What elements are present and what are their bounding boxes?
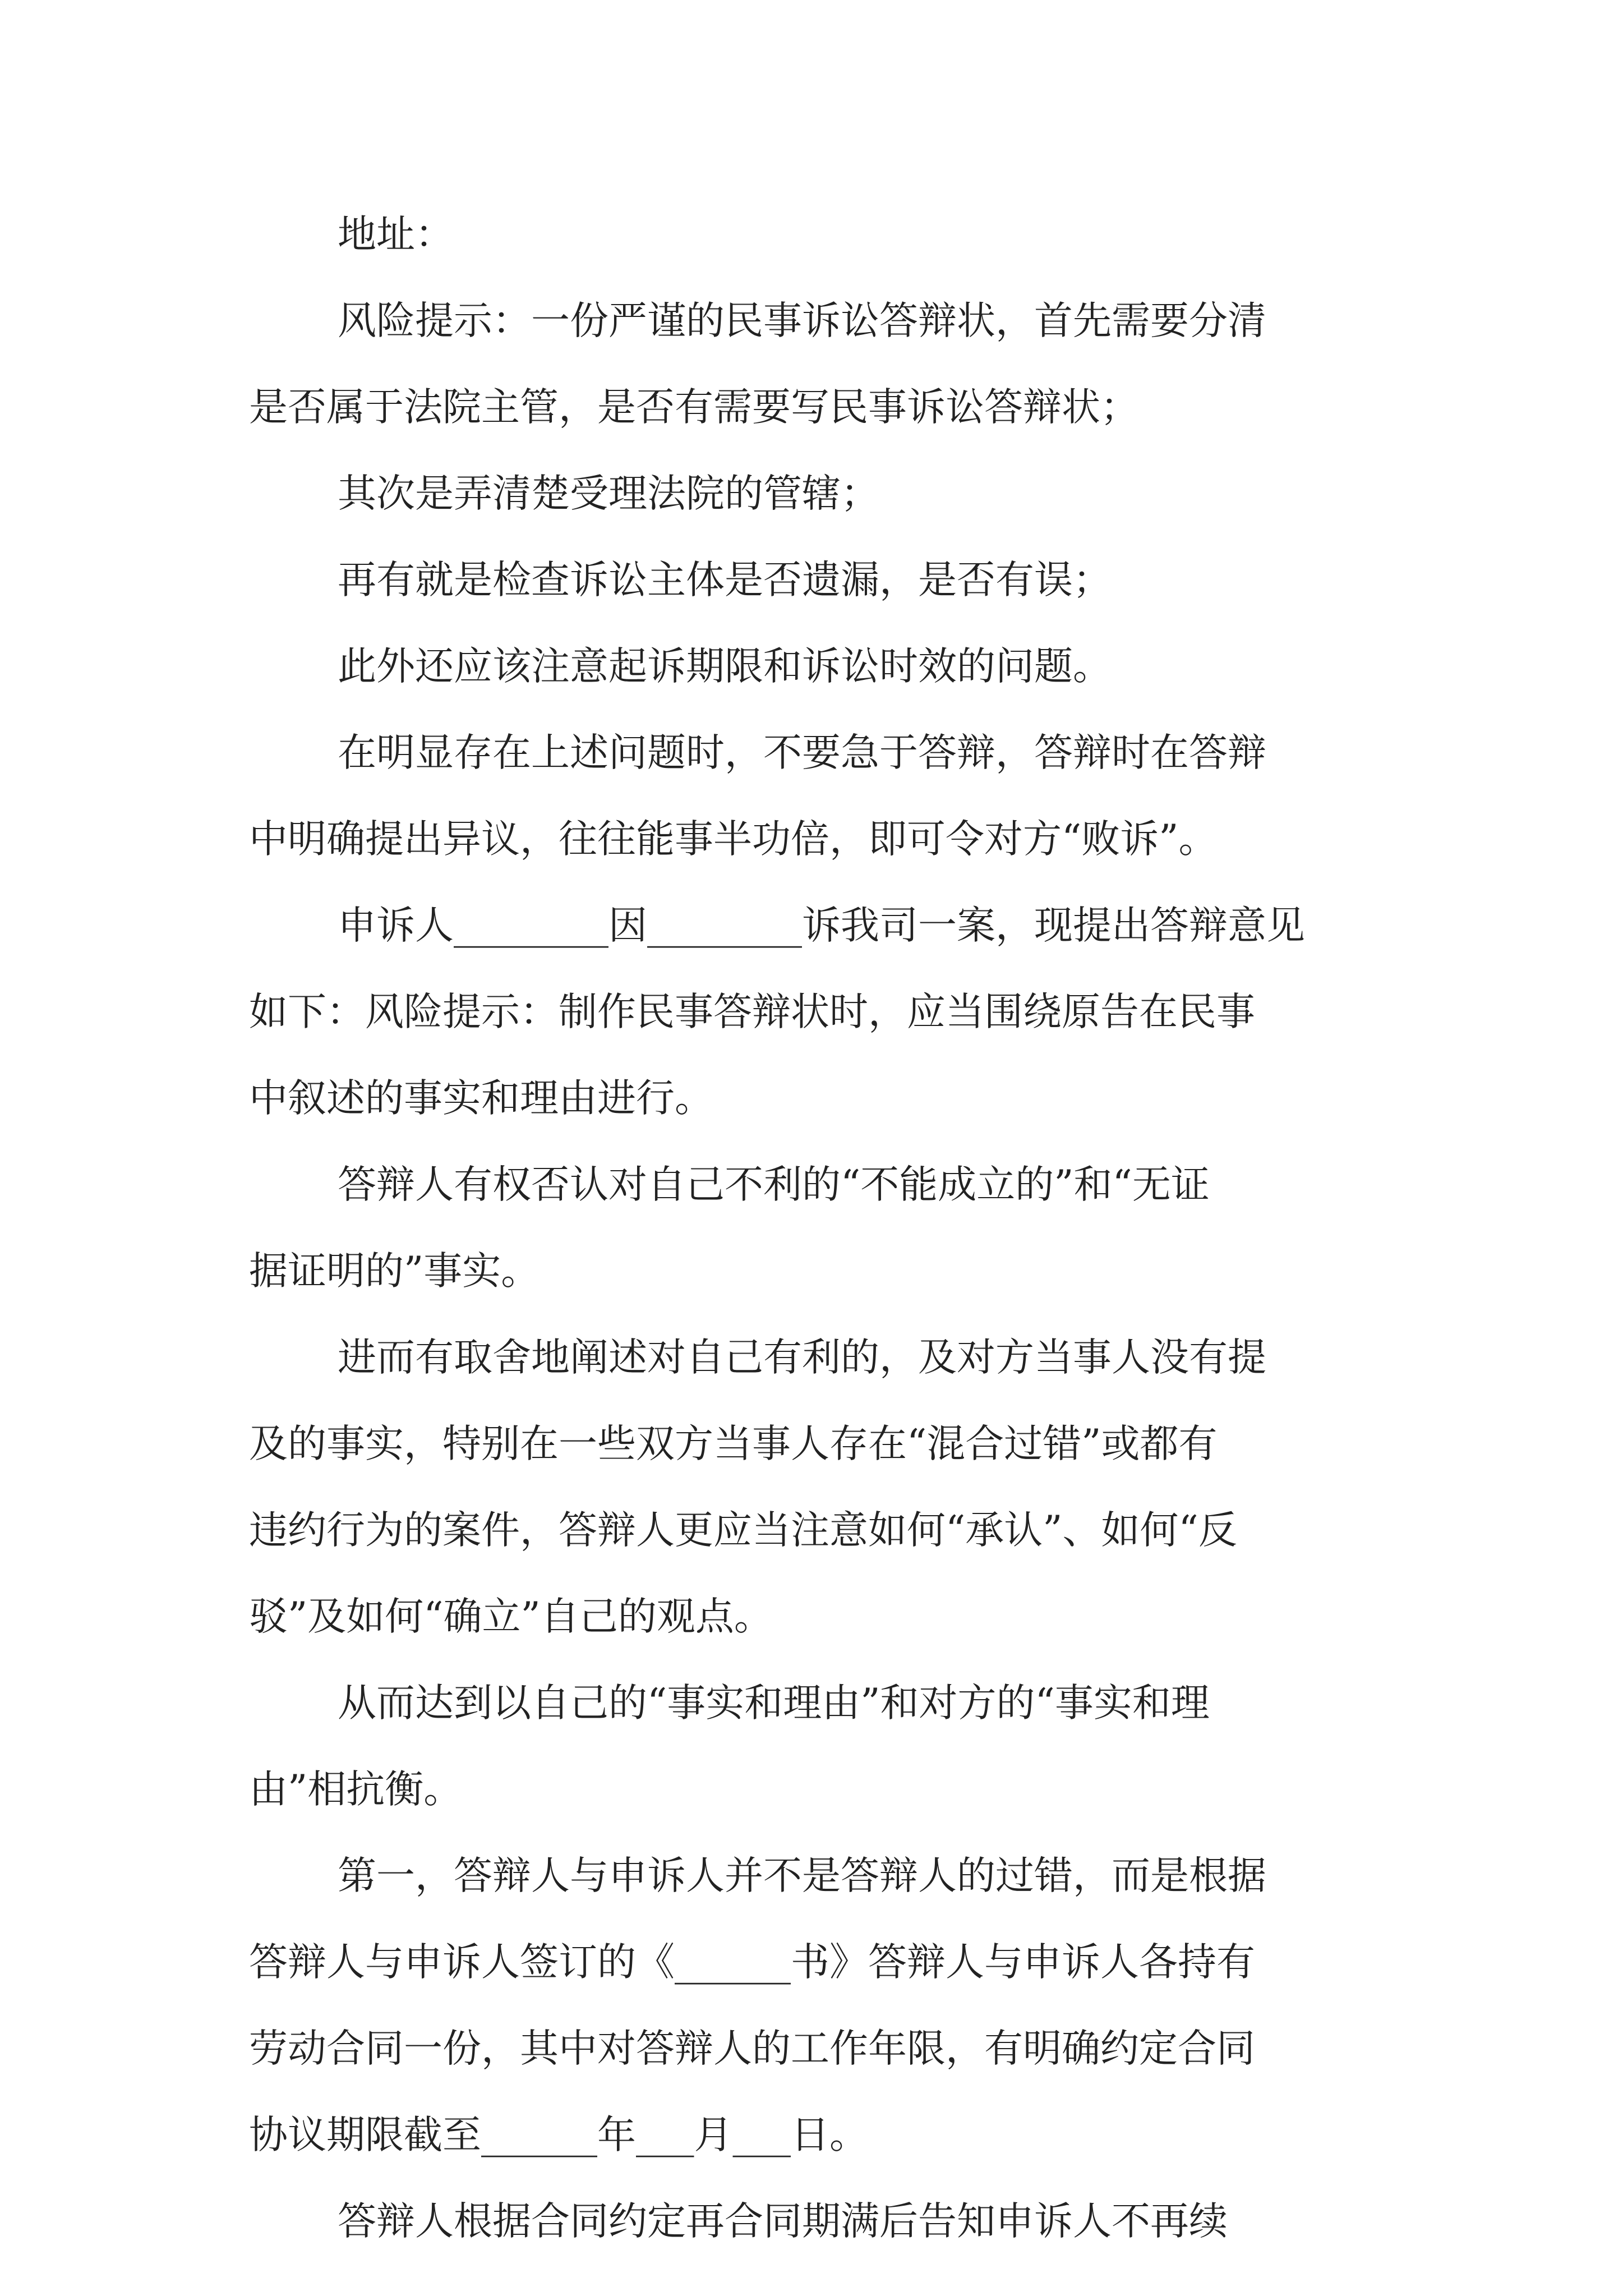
paragraph-line: 风险提示：一份严谨的民事诉讼答辩状，首先需要分清 <box>338 298 1266 343</box>
paragraph-line: 在明显存在上述问题时，不要急于答辩，答辩时在答辩 <box>338 730 1266 775</box>
paragraph-line: 答辩人有权否认对自己不利的“不能成立的”和“无证 <box>338 1162 1210 1207</box>
paragraph-line: 违约行为的案件，答辩人更应当注意如何“承认”、如何“反 <box>249 1508 1237 1553</box>
paragraph-line: 此外还应该注意起诉期限和诉讼时效的问题。 <box>338 644 1112 689</box>
paragraph-line: 中叙述的事实和理由进行。 <box>249 1076 713 1121</box>
paragraph-line: 答辩人与申诉人签订的《______书》答辩人与申诉人各持有 <box>249 1940 1255 1985</box>
paragraph-line: 如下：风险提示：制作民事答辩状时，应当围绕原告在民事 <box>249 990 1255 1034</box>
paragraph-line: 地址： <box>338 212 454 257</box>
paragraph-line: 及的事实，特别在一些双方当事人存在“混合过错”或都有 <box>249 1421 1218 1466</box>
paragraph-line: 从而达到以自己的“事实和理由”和对方的“事实和理 <box>338 1681 1210 1726</box>
paragraph-line: 是否属于法院主管，是否有需要写民事诉讼答辩状； <box>249 385 1139 430</box>
paragraph-line: 由”相抗衡。 <box>249 1767 463 1812</box>
paragraph-line: 驳”及如何“确立”自己的观点。 <box>249 1594 773 1639</box>
paragraph-line: 第一，答辩人与申诉人并不是答辩人的过错，而是根据 <box>338 1853 1266 1898</box>
paragraph-line: 申诉人________因________诉我司一案，现提出答辩意见 <box>338 903 1305 948</box>
paragraph-line: 进而有取舍地阐述对自己有利的，及对方当事人没有提 <box>338 1335 1266 1380</box>
paragraph-line: 中明确提出异议，往往能事半功倍，即可令对方“败诉”。 <box>249 817 1218 862</box>
paragraph-line: 据证明的”事实。 <box>249 1249 540 1294</box>
paragraph-line: 其次是弄清楚受理法院的管辖； <box>338 471 879 516</box>
paragraph-line: 再有就是检查诉讼主体是否遗漏，是否有误； <box>338 558 1112 602</box>
paragraph-line: 劳动合同一份，其中对答辩人的工作年限，有明确约定合同 <box>249 2026 1255 2071</box>
paragraph-line: 答辩人根据合同约定再合同期满后告知申诉人不再续 <box>338 2199 1228 2244</box>
paragraph-line: 协议期限截至______年___月___日。 <box>249 2113 868 2157</box>
